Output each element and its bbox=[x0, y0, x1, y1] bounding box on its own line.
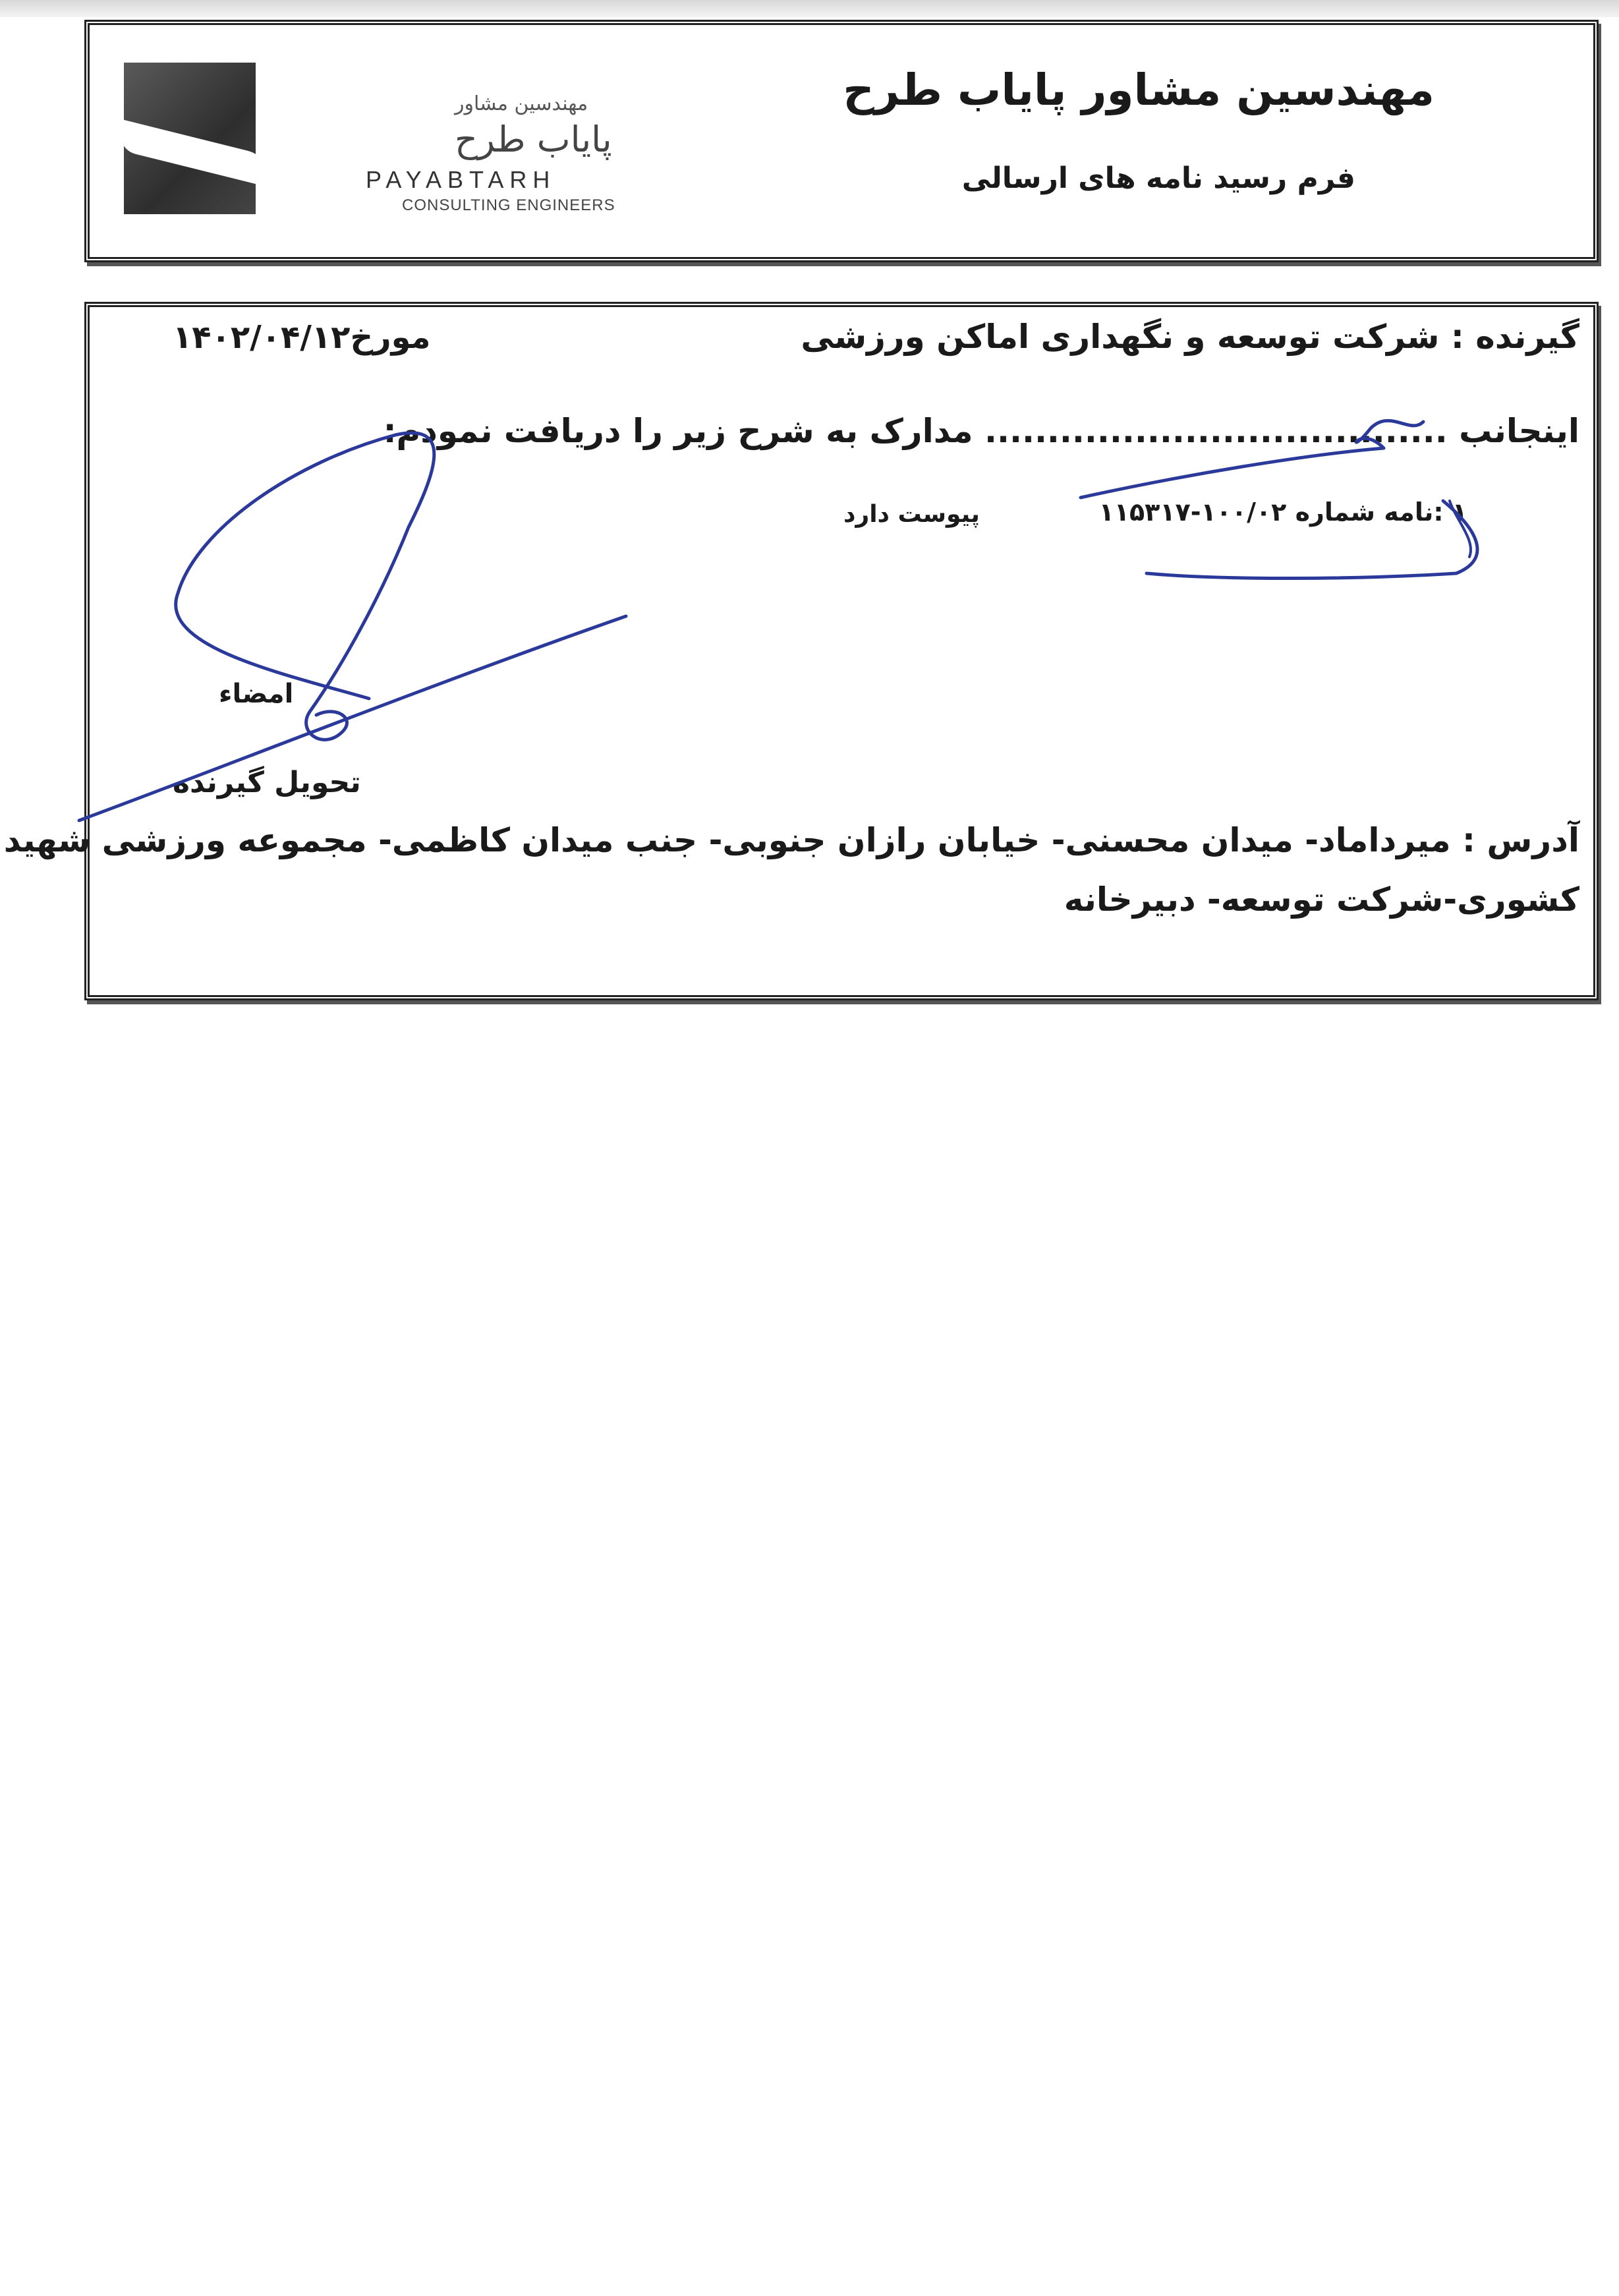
received-statement: اینجانب ..................................... مدارک به شرح زیر را دریافت نمودم: bbox=[383, 412, 1579, 450]
signature-label: امضاء bbox=[219, 679, 294, 709]
logo-text-en: PAYABTARH bbox=[366, 166, 556, 193]
date-label: مورخ۱۴۰۲/۰۴/۱۲ bbox=[173, 319, 431, 356]
header-frame bbox=[84, 20, 1599, 262]
company-name: مهندسین مشاور پایاب طرح bbox=[843, 65, 1434, 115]
logo-text-fa-small: مهندسین مشاور bbox=[455, 92, 588, 115]
item-letter-number: ۱ :نامه شماره ۱۰۰/۰۲-۱۱۵۳۱۷ bbox=[1098, 498, 1467, 527]
attachment-note: پیوست دارد bbox=[843, 501, 980, 528]
form-title: فرم رسید نامه های ارسالی bbox=[961, 161, 1355, 195]
logo-text-en-sub: CONSULTING ENGINEERS bbox=[402, 196, 615, 214]
recipient-line: گیرنده : شرکت توسعه و نگهداری اماکن ورزشی bbox=[801, 318, 1579, 356]
logo-text-fa-large: پایاب طرح bbox=[455, 119, 612, 160]
address-line-2: کشوری-شرکت توسعه- دبیرخانه bbox=[1064, 880, 1579, 919]
logo-mark bbox=[124, 63, 256, 214]
scan-edge bbox=[0, 0, 1619, 17]
receiver-label: تحویل گیرنده bbox=[173, 766, 361, 799]
address-line-1: آدرس : میرداماد- میدان محسنی- خیابان رازان جنوبی- جنب میدان کاظمی- مجموعه ورزشی شهید bbox=[3, 821, 1579, 859]
